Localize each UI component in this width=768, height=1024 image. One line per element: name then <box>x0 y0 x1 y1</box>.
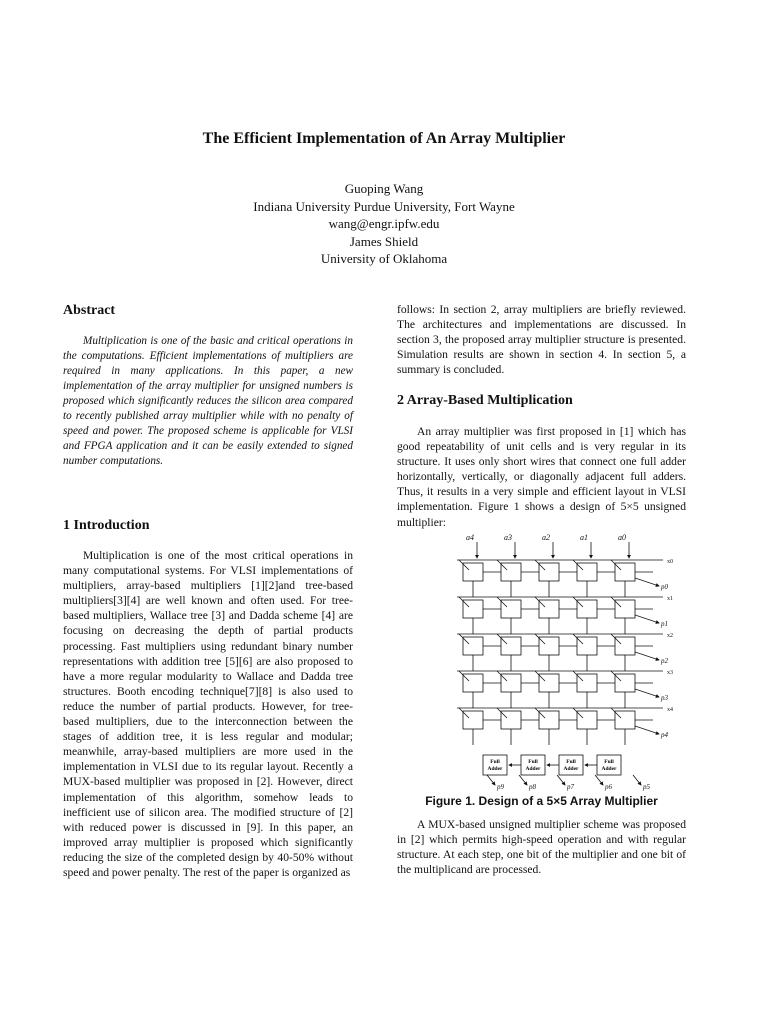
diag-wire <box>611 634 621 644</box>
section2-text: An array multiplier was first proposed in [1] which has good repeatability of unit cells and is very regular in its structure. It uses only short wires that connect one full adder horizontally, vertically, or diagonally adjacent full adders. Thus, it results in a very simple and efficient layout in VLSI implementation. Figure 1 shows a design of 5×5 unsigned multiplier: <box>397 425 686 529</box>
author-affiliation: Indiana University Purdue University, Fort Wayne <box>253 198 515 214</box>
p-arrow <box>635 689 659 697</box>
full-adder-label: Adder <box>563 766 579 772</box>
cell-box <box>539 674 559 692</box>
bit-label-x: x2 <box>667 633 673 639</box>
diag-wire <box>459 634 469 644</box>
diag-wire <box>497 671 507 681</box>
bit-label-x: x4 <box>667 707 673 713</box>
introduction-heading: 1 Introduction <box>63 518 150 533</box>
full-adder-box <box>521 755 545 775</box>
output-arrow <box>595 775 603 785</box>
abstract-heading-visible: Abstract <box>63 303 116 318</box>
bit-label-p: p3 <box>661 694 668 702</box>
diag-wire <box>459 597 469 607</box>
full-adder-box <box>483 755 507 775</box>
diag-wire <box>535 560 545 570</box>
author-name: James Shield <box>349 233 419 249</box>
diag-wire <box>535 634 545 644</box>
section2-heading: 2 Array-Based Multiplication <box>397 393 573 408</box>
output-arrow <box>633 775 641 785</box>
author-block <box>0 180 768 268</box>
diag-wire <box>611 597 621 607</box>
full-adder-label: Adder <box>601 766 617 772</box>
bit-label-p: p4 <box>661 731 668 739</box>
full-adder-label: Full <box>604 759 614 765</box>
diag-wire <box>535 597 545 607</box>
full-adder-label: Full <box>528 759 538 765</box>
array-multiplier-figure <box>445 530 685 791</box>
output-arrow <box>487 775 495 785</box>
diag-wire <box>459 708 469 718</box>
cell-box <box>615 637 635 655</box>
bit-label-a: a0 <box>618 533 626 542</box>
paper-title: The Efficient Implementation of An Array Multiplier <box>202 130 566 147</box>
diag-wire <box>573 597 583 607</box>
cell-box <box>539 563 559 581</box>
full-adder-label: Full <box>566 759 576 765</box>
bit-label-p-out: p6 <box>605 783 612 791</box>
full-adder-label: Full <box>490 759 500 765</box>
cell-box <box>577 637 597 655</box>
diag-wire <box>535 671 545 681</box>
after-figure-text: A MUX-based unsigned multiplier scheme was proposed in [2] which permits high-speed operation and with regular structure. At each step, one bit of the multiplier and one bit of the multiplicand are processed. <box>397 818 686 877</box>
diag-wire <box>573 560 583 570</box>
p-arrow <box>635 615 659 623</box>
bit-label-x: x0 <box>667 559 673 565</box>
author-name: Guoping Wang <box>344 181 424 196</box>
cell-box <box>615 600 635 618</box>
cell-box <box>501 600 521 618</box>
bit-label-p-out: p8 <box>529 783 536 791</box>
bit-label-p: p2 <box>661 657 668 665</box>
cell-box <box>463 563 483 581</box>
cell-box <box>615 674 635 692</box>
bit-label-a: a3 <box>504 533 512 542</box>
cell-box <box>577 563 597 581</box>
cell-box <box>501 674 521 692</box>
abstract-text: Multiplication is one of the basic and critical operations in the computations. Efficient implementations of multipliers are required in many applications. In this paper, a new implementation of the array multiplier for unsigned numbers is proposed which significantly reduces the silicon area compared to recently published array multiplier while with no penalty of speed and power. The proposed scheme is applicable for VLSI and FPGA application and it can be easily extended to signed number computations. <box>63 335 353 467</box>
cell-box <box>463 637 483 655</box>
p-arrow <box>635 652 659 660</box>
cell-box <box>539 637 559 655</box>
p-arrow <box>635 578 659 586</box>
diag-wire <box>497 597 507 607</box>
bit-label-p: p0 <box>661 583 668 591</box>
cell-box <box>501 637 521 655</box>
bit-label-p: p1 <box>661 620 668 628</box>
cell-box <box>615 563 635 581</box>
cell-box <box>615 711 635 729</box>
bit-label-a: a2 <box>542 533 550 542</box>
full-adder-label: Adder <box>487 766 503 772</box>
bit-label-a: a1 <box>580 533 588 542</box>
diag-wire <box>497 634 507 644</box>
bit-label-x: x3 <box>667 670 673 676</box>
cell-box <box>577 674 597 692</box>
diag-wire <box>573 634 583 644</box>
cell-box <box>539 600 559 618</box>
author-affiliation: University of Oklahoma <box>320 251 448 267</box>
author-email: wang@engr.ipfw.edu <box>328 216 440 232</box>
introduction-text: Multiplication is one of the most critical operations in many computational systems. For VLSI implementations of multipliers, array-based multipliers [1][2]and tree-based multipliers[3][4] are well known and often used. For tree-based multipliers, Wallace tree [3] and Dadda scheme [4] are focusing on decreasing the depth of partial products processing. Fast multipliers using redundant binary number representations with addition tree [5][6] are also proposed to have a more regular modularity to Wallace and Dadda tree structures. Booth encoding technique[7][8] is also used to reduce the number of partial products. However, for tree-based multipliers, due to the interconnection between the stages of addition tree, it is less regular and modular; meanwhile, array-based multipliers are more used in the implementation in VLSI due to its regular layout. Recently a MUX-based multiplier was proposed in [2]. However, direct implementation of this algorithm, somehow leads to inefficient use of silicon area. The modified structure of [2] with reduced power is discussed in [9]. In this paper, an improved array multiplier is proposed which significantly reducing the size of the completed design by 40-50% without speed and power penalty. The rest of the paper is organized as <box>63 549 353 879</box>
bit-label-p-out: p9 <box>497 783 504 791</box>
bit-label-x: x1 <box>667 596 673 602</box>
full-adder-box <box>559 755 583 775</box>
full-adder-label: Adder <box>525 766 541 772</box>
bit-label-p-out: p5 <box>643 783 650 791</box>
cell-box <box>501 711 521 729</box>
diag-wire <box>573 708 583 718</box>
cell-box <box>577 711 597 729</box>
diag-wire <box>497 560 507 570</box>
cell-box <box>501 563 521 581</box>
diag-wire <box>611 708 621 718</box>
cell-box <box>539 711 559 729</box>
figure-caption: Figure 1. Design of a 5×5 Array Multiplier <box>425 794 658 808</box>
cell-box <box>577 600 597 618</box>
bit-label-a: a4 <box>466 533 474 542</box>
bit-label-p-out: p7 <box>567 783 574 791</box>
full-adder-box <box>597 755 621 775</box>
diag-wire <box>611 560 621 570</box>
output-arrow <box>519 775 527 785</box>
cell-box <box>463 674 483 692</box>
diag-wire <box>611 671 621 681</box>
diag-wire <box>535 708 545 718</box>
output-arrow <box>557 775 565 785</box>
diag-wire <box>573 671 583 681</box>
diag-wire <box>459 671 469 681</box>
cell-box <box>463 600 483 618</box>
diag-wire <box>459 560 469 570</box>
cell-box <box>463 711 483 729</box>
diag-wire <box>497 708 507 718</box>
p-arrow <box>635 726 659 734</box>
intro-continuation-text: follows: In section 2, array multipliers are briefly reviewed. The architectures and implementations are discussed. In section 3, the proposed array multiplier structure is presented. Simulation results are shown in section 4. In section 5, a summary is concluded. <box>397 303 686 377</box>
